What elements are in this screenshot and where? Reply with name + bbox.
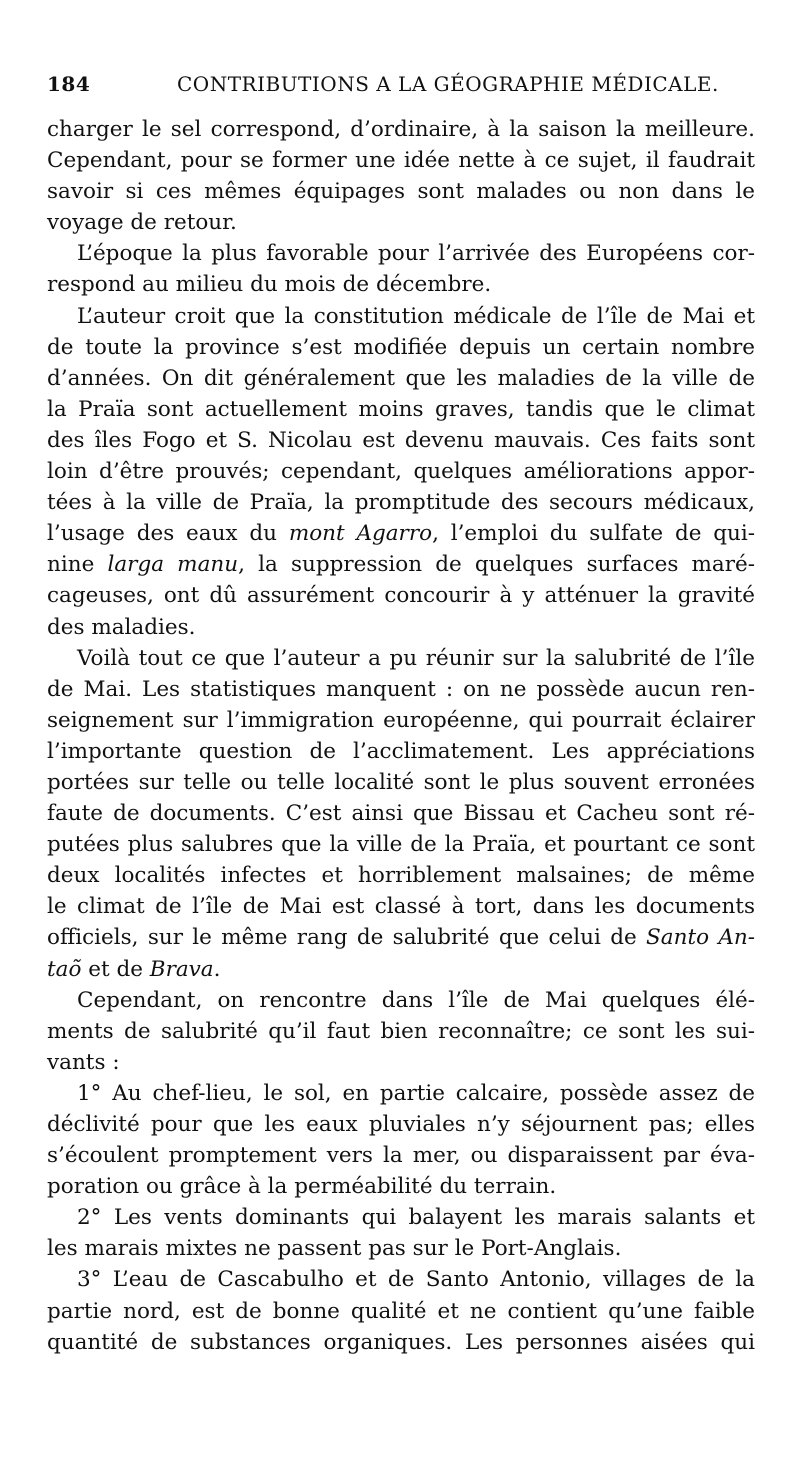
text-line: officiels, sur le même rang de salubrité que celui de Santo An- bbox=[47, 925, 755, 951]
paragraph bbox=[47, 301, 755, 643]
text-line: loin d’être prouvés; cependant, quelques améliorations appor- bbox=[47, 459, 755, 485]
text-line: partie nord, est de bonne qualité et ne contient qu’une faible bbox=[47, 1298, 755, 1324]
page-number: 184 bbox=[47, 72, 91, 96]
text-line: de toute la province s’est modifiée depuis un certain nombre bbox=[47, 334, 755, 360]
text-line: Cependant, on rencontre dans l’île de Mai quelques élé- bbox=[77, 987, 755, 1013]
text-line: charger le sel correspond, d’ordinaire, à la saison la meilleure. bbox=[47, 117, 755, 142]
italic-text: Santo An- bbox=[646, 925, 755, 951]
paragraph bbox=[47, 114, 755, 238]
text-line: s’écoulent promptement vers la mer, ou disparaissent par éva- bbox=[47, 1143, 755, 1169]
text-line: cageuses, ont dû assurément concourir à y atténuer la gravité bbox=[47, 583, 755, 609]
running-head bbox=[47, 72, 755, 106]
text-line: l’importante question de l’acclimatement. Les appréciations bbox=[47, 738, 755, 764]
body-text bbox=[47, 114, 755, 1358]
text-line: des maladies. bbox=[47, 614, 196, 640]
text-line: les marais mixtes ne passent pas sur le Port-Anglais. bbox=[47, 1236, 622, 1262]
text-line: tées à la ville de Praïa, la promptitude des secours médicaux, bbox=[47, 490, 755, 516]
book-page bbox=[47, 72, 755, 1358]
paragraph bbox=[47, 643, 755, 985]
italic-text: Brava bbox=[149, 956, 214, 982]
text-line: nine larga manu, la suppression de quelques surfaces maré- bbox=[47, 552, 755, 578]
text-line: voyage de retour. bbox=[47, 210, 237, 236]
text-line: 1° Au chef-lieu, le sol, en partie calcaire, possède assez de bbox=[77, 1080, 755, 1106]
text-line: savoir si ces mêmes équipages sont malades ou non dans le bbox=[47, 179, 755, 205]
paragraph bbox=[47, 985, 755, 1078]
text-line: poration ou grâce à la perméabilité du terrain. bbox=[47, 1174, 557, 1200]
text-line: Voilà tout ce que l’auteur a pu réunir sur la salubrité de l’île bbox=[77, 645, 755, 671]
text-line: faute de documents. C’est ainsi que Bissau et Cacheu sont ré- bbox=[47, 801, 755, 827]
text-line: respond au milieu du mois de décembre. bbox=[47, 272, 492, 298]
text-line: 2° Les vents dominants qui balayent les marais salants et bbox=[77, 1205, 755, 1231]
italic-text: mont Agarro bbox=[288, 521, 433, 547]
text-line: d’années. On dit généralement que les maladies de la ville de bbox=[47, 365, 755, 391]
paragraph bbox=[47, 238, 755, 300]
text-line: putées plus salubres que la ville de la Praïa, et pourtant ce sont bbox=[47, 832, 755, 858]
text-line: 3° L’eau de Cascabulho et de Santo Antonio, villages de la bbox=[77, 1267, 755, 1293]
text-line: L’époque la plus favorable pour l’arrivée des Européens cor- bbox=[77, 241, 755, 267]
text-line: la Praïa sont actuellement moins graves, tandis que le climat bbox=[47, 396, 755, 422]
text-line: de Mai. Les statistiques manquent : on ne possède aucun ren- bbox=[47, 676, 755, 702]
text-line: seignement sur l’immigration européenne, qui pourrait éclairer bbox=[47, 707, 755, 733]
text-line: ments de salubrité qu’il faut bien reconnaître; ce sont les sui- bbox=[47, 1018, 755, 1044]
text-line: deux localités infectes et horriblement malsaines; de même bbox=[47, 863, 755, 889]
paragraph bbox=[47, 1078, 755, 1202]
text-line: quantité de substances organiques. Les personnes aisées qui bbox=[47, 1329, 755, 1355]
text-line: vants : bbox=[47, 1049, 120, 1075]
italic-text: larga manu bbox=[107, 552, 239, 578]
running-title: CONTRIBUTIONS A LA GÉOGRAPHIE MÉDICALE. bbox=[177, 72, 719, 96]
italic-text: taõ bbox=[47, 956, 82, 982]
text-line: l’usage des eaux du mont Agarro, l’emploi du sulfate de qui- bbox=[47, 521, 755, 547]
text-line: des îles Fogo et S. Nicolau est devenu mauvais. Ces faits sont bbox=[47, 427, 755, 453]
text-line: le climat de l’île de Mai est classé à tort, dans les documents bbox=[47, 894, 755, 920]
text-line: Cependant, pour se former une idée nette à ce sujet, il faudrait bbox=[47, 148, 755, 174]
text-line: L’auteur croit que la constitution médicale de l’île de Mai et bbox=[77, 303, 755, 329]
text-line: taõ et de Brava. bbox=[47, 956, 221, 982]
text-line: déclivité pour que les eaux pluviales n’y séjournent pas; elles bbox=[47, 1112, 755, 1137]
paragraph bbox=[47, 1264, 755, 1357]
text-line: portées sur telle ou telle localité sont le plus souvent erronées bbox=[47, 769, 755, 795]
paragraph bbox=[47, 1202, 755, 1264]
